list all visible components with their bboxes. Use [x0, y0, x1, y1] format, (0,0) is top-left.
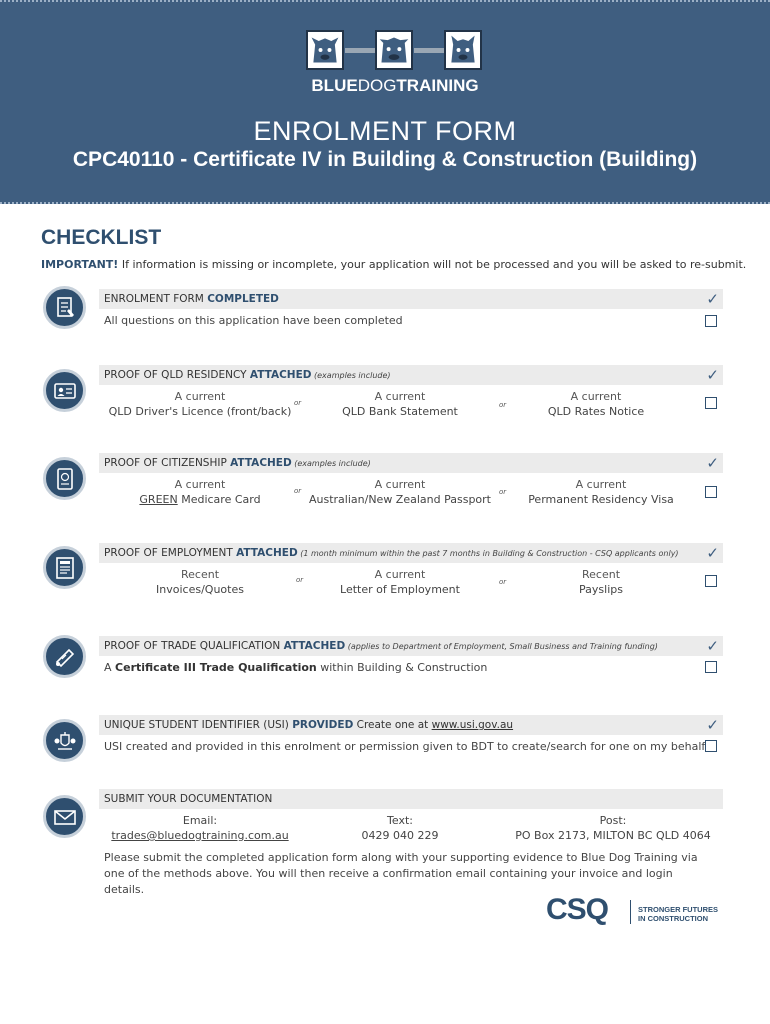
employment-header: PROOF OF EMPLOYMENT ATTACHED (1 month minimum within the past 7 months in Building & Construction - CSQ applicants only) ✓ — [99, 543, 723, 563]
chain-link — [345, 48, 375, 53]
csq-tagline: STRONGER FUTURES IN CONSTRUCTION — [638, 905, 719, 923]
trade-qualification-checkbox[interactable] — [705, 661, 717, 673]
checkmark-icon: ✓ — [706, 290, 719, 308]
coat-of-arms-icon — [43, 719, 86, 762]
employment-option-letter: A current Letter of Employment — [340, 568, 460, 596]
citizenship-header: PROOF OF CITIZENSHIP ATTACHED (examples include) ✓ — [99, 453, 723, 473]
checkmark-icon: ✓ — [706, 637, 719, 655]
important-notice: IMPORTANT! If information is missing or incomplete, your application will not be processed and you will be asked to re-submit. — [41, 258, 747, 271]
id-card-icon — [43, 369, 86, 412]
course-title: CPC40110 - Certificate IV in Building & Construction (Building) — [72, 148, 698, 171]
checkmark-icon: ✓ — [706, 544, 719, 562]
citizenship-option-visa: A current Permanent Residency Visa — [528, 478, 674, 506]
dog-face-icon — [375, 30, 413, 70]
or-separator: or — [499, 578, 507, 586]
csq-wordmark: CSQ — [546, 893, 609, 926]
citizenship-option-passport: A current Australian/New Zealand Passport — [308, 478, 491, 506]
submit-post: Post: PO Box 2173, MILTON BC QLD 4064 — [515, 814, 711, 842]
checkmark-icon: ✓ — [706, 454, 719, 472]
checklist-heading: CHECKLIST — [41, 226, 162, 249]
submit-email: Email: trades@bluedogtraining.com.au — [100, 813, 300, 843]
blue-dog-training-logo — [303, 30, 487, 98]
passport-icon — [43, 457, 86, 500]
residency-option-bank: A current QLD Bank Statement — [342, 390, 458, 418]
trade-qualification-header: PROOF OF TRADE QUALIFICATION ATTACHED (applies to Department of Employment, Small Business and Training funding) ✓ — [99, 636, 723, 656]
or-separator: or — [499, 401, 507, 409]
enrolment-form-line: All questions on this application have been completed — [104, 314, 403, 327]
usi-checkbox[interactable] — [705, 740, 717, 752]
employment-option-payslips: Recent Payslips — [579, 568, 623, 596]
email-link[interactable]: trades@bluedogtraining.com.au — [111, 829, 289, 842]
or-separator: or — [294, 399, 302, 407]
or-separator: or — [294, 487, 302, 495]
header-banner — [0, 0, 770, 204]
residency-option-rates: A current QLD Rates Notice — [547, 390, 645, 418]
submit-instructions: Please submit the completed application form along with your supporting evidence to Blue Dog Training via one of the methods above. You will then receive a confirmation email containing your invoice and login details. — [104, 851, 698, 896]
usi-header: UNIQUE STUDENT IDENTIFIER (USI) PROVIDED Create one at www.usi.gov.au ✓ — [99, 715, 723, 735]
csq-logo — [546, 893, 726, 928]
checkmark-icon: ✓ — [706, 716, 719, 734]
form-document-icon — [43, 286, 86, 329]
citizenship-option-medicare: A current GREEN Medicare Card — [139, 478, 261, 506]
submit-text: Text: 0429 040 229 — [361, 814, 439, 842]
or-separator: or — [499, 488, 507, 496]
form-title: ENROLMENT FORM — [253, 116, 517, 146]
envelope-icon — [43, 795, 86, 838]
payslip-document-icon — [43, 546, 86, 589]
usi-line: USI created and provided in this enrolment or permission given to BDT to create/search for one on my behalf — [104, 740, 706, 753]
dog-face-icon — [306, 30, 344, 70]
qld-residency-checkbox[interactable] — [705, 397, 717, 409]
employment-option-invoices: Recent Invoices/Quotes — [156, 568, 244, 596]
chain-link — [414, 48, 444, 53]
divider — [630, 900, 631, 924]
diploma-scroll-icon — [43, 635, 86, 678]
submit-documentation-header: SUBMIT YOUR DOCUMENTATION — [99, 789, 723, 809]
enrolment-form-header: ENROLMENT FORM COMPLETED ✓ — [99, 289, 723, 309]
dog-face-icon — [444, 30, 482, 70]
qld-residency-header: PROOF OF QLD RESIDENCY ATTACHED (examples include) ✓ — [99, 365, 723, 385]
checkmark-icon: ✓ — [706, 366, 719, 384]
brand-wordmark: BLUEDOGTRAINING — [311, 76, 479, 95]
residency-option-licence: A current QLD Driver's Licence (front/back) — [108, 390, 292, 418]
enrolment-form-checkbox[interactable] — [705, 315, 717, 327]
trade-qualification-line: A Certificate III Trade Qualification within Building & Construction — [104, 661, 488, 674]
employment-checkbox[interactable] — [705, 575, 717, 587]
or-separator: or — [296, 576, 304, 584]
usi-website-link[interactable]: www.usi.gov.au — [431, 719, 514, 731]
citizenship-checkbox[interactable] — [705, 486, 717, 498]
